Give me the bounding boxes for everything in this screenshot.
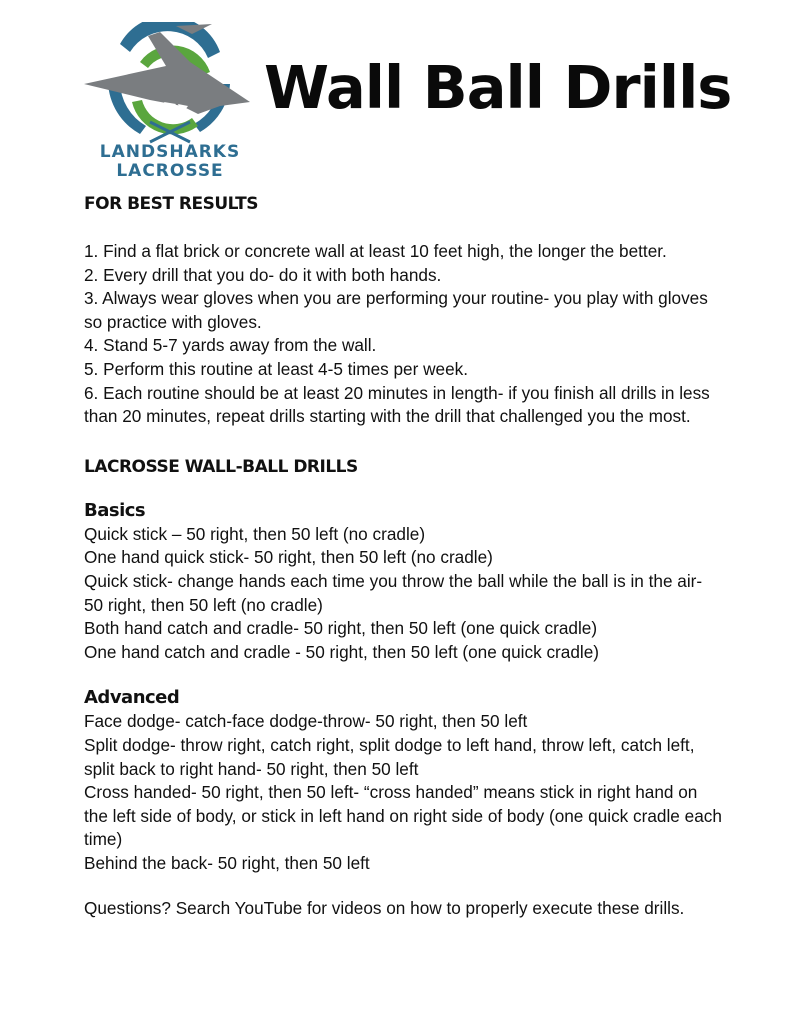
logo-text-line2: LACROSSE <box>116 161 224 181</box>
list-item: One hand catch and cradle - 50 right, then 50 left (one quick cradle) <box>84 641 599 662</box>
list-item: 2. Every drill that you do- do it with both hands. <box>84 264 442 285</box>
advanced-heading: Advanced <box>84 687 180 709</box>
best-results-heading: FOR BEST RESULTS <box>84 194 259 214</box>
landsharks-logo <box>80 22 260 182</box>
list-item: Quick stick- change hands each time you throw the ball while the ball is in the air- 50 right, then 50 left (no cradle) <box>84 570 703 615</box>
document-body <box>84 190 724 921</box>
list-item: 6. Each routine should be at least 20 minutes in length- if you finish all drills in less than 20 minutes, repeat drills starting with the drill that challenged you the most. <box>84 382 710 427</box>
list-item: Face dodge- catch-face dodge-throw- 50 right, then 50 left <box>84 711 528 732</box>
list-item: Behind the back- 50 right, then 50 left <box>84 852 370 873</box>
page-title: Wall Ball Drills <box>264 53 732 122</box>
list-item: Quick stick – 50 right, then 50 left (no cradle) <box>84 523 426 544</box>
basics-list <box>84 523 724 665</box>
list-item: Both hand catch and cradle- 50 right, then 50 left (one quick cradle) <box>84 618 598 639</box>
shark-logo-icon <box>80 22 260 147</box>
list-item: Split dodge- throw right, catch right, split dodge to left hand, throw left, catch left, split back to right hand- 50 right, then 50 left <box>84 734 695 779</box>
basics-heading: Basics <box>84 499 146 521</box>
logo-text-line1: LANDSHARKS <box>99 142 241 162</box>
list-item: 3. Always wear gloves when you are performing your routine- you play with gloves so practice with gloves. <box>84 288 708 332</box>
list-item: 4. Stand 5-7 yards away from the wall. <box>84 335 377 356</box>
list-item: Cross handed- 50 right, then 50 left- “cross handed” means stick in right hand on the left side of body, or stick in left hand on right side of body (one quick cradle each time) <box>84 782 722 850</box>
best-results-list <box>84 240 724 429</box>
advanced-list <box>84 710 724 875</box>
drills-heading: LACROSSE WALL-BALL DRILLS <box>84 456 358 477</box>
list-item: 5. Perform this routine at least 4-5 times per week. <box>84 358 469 379</box>
footer-note: Questions? Search YouTube for videos on how to properly execute these drills. <box>84 898 685 919</box>
list-item: 1. Find a flat brick or concrete wall at least 10 feet high, the longer the better. <box>84 241 667 261</box>
list-item: One hand quick stick- 50 right, then 50 left (no cradle) <box>84 547 493 568</box>
